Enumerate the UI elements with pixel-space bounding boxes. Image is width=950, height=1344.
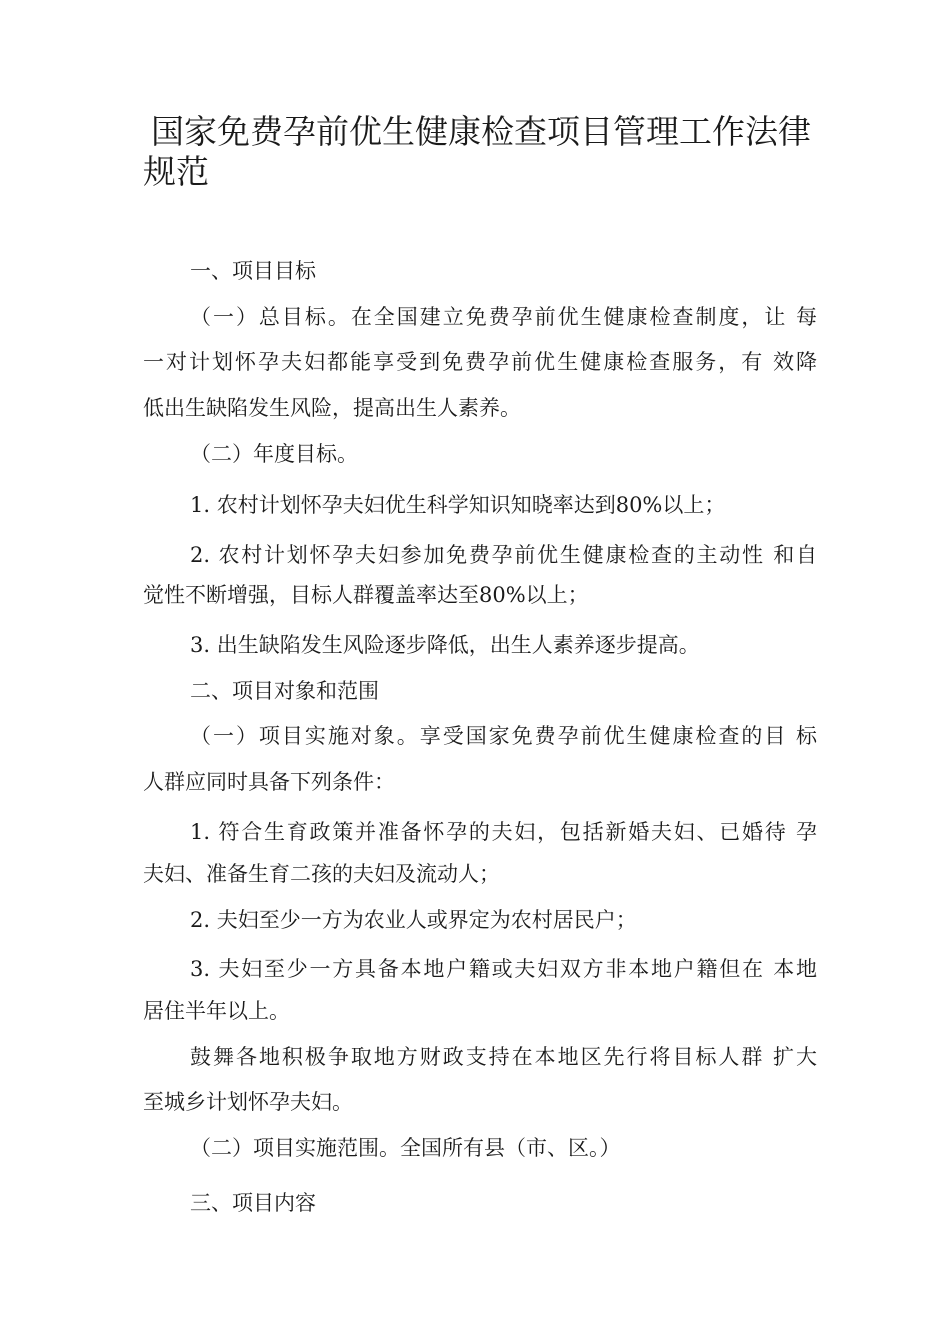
subheading: （二）项目实施范围。全国所有县（市、区。） bbox=[190, 1136, 621, 1160]
list-item: 2. 农村计划怀孕夫妇参加免费孕前优生健康检查的主动性 和自 bbox=[190, 543, 817, 567]
list-item: 1. 农村计划怀孕夫妇优生科学知识知晓率达到80%以上； bbox=[190, 493, 726, 517]
subheading: （二）年度目标。 bbox=[190, 442, 358, 466]
section-heading-2: 二、项目对象和范围 bbox=[190, 679, 379, 703]
list-item-continuation: 居住半年以上。 bbox=[143, 999, 290, 1023]
paragraph-line: 鼓舞各地积极争取地方财政支持在本地区先行将目标人群 扩大 bbox=[190, 1045, 817, 1069]
paragraph-line: 人群应同时具备下列条件： bbox=[143, 770, 395, 794]
paragraph-line: （一）总目标。在全国建立免费孕前优生健康检查制度，让 每 bbox=[190, 305, 817, 329]
paragraph-line: （一）项目实施对象。享受国家免费孕前优生健康检查的目 标 bbox=[190, 724, 817, 748]
section-heading-3: 三、项目内容 bbox=[190, 1191, 316, 1215]
list-item: 1. 符合生育政策并准备怀孕的夫妇，包括新婚夫妇、已婚待 孕 bbox=[190, 820, 817, 844]
section-heading-1: 一、项目目标 bbox=[190, 259, 316, 283]
paragraph-line: 低出生缺陷发生风险，提高出生人素养。 bbox=[143, 396, 521, 420]
document-title bbox=[143, 112, 823, 192]
paragraph-line: 一对计划怀孕夫妇都能享受到免费孕前优生健康检查服务，有 效降 bbox=[143, 350, 817, 374]
title-line-2: 规范 bbox=[143, 152, 209, 191]
title-line-1: 国家免费孕前优生健康检查项目管理工作法律 bbox=[151, 112, 811, 151]
list-item-continuation: 觉性不断增强，目标人群覆盖率达至80%以上； bbox=[143, 583, 589, 607]
list-item: 2. 夫妇至少一方为农业人或界定为农村居民户； bbox=[190, 908, 637, 932]
list-item-continuation: 夫妇、准备生育二孩的夫妇及流动人； bbox=[143, 862, 500, 886]
list-item: 3. 夫妇至少一方具备本地户籍或夫妇双方非本地户籍但在 本地 bbox=[190, 957, 817, 981]
paragraph-line: 至城乡计划怀孕夫妇。 bbox=[143, 1090, 353, 1114]
list-item: 3. 出生缺陷发生风险逐步降低，出生人素养逐步提高。 bbox=[190, 633, 700, 657]
